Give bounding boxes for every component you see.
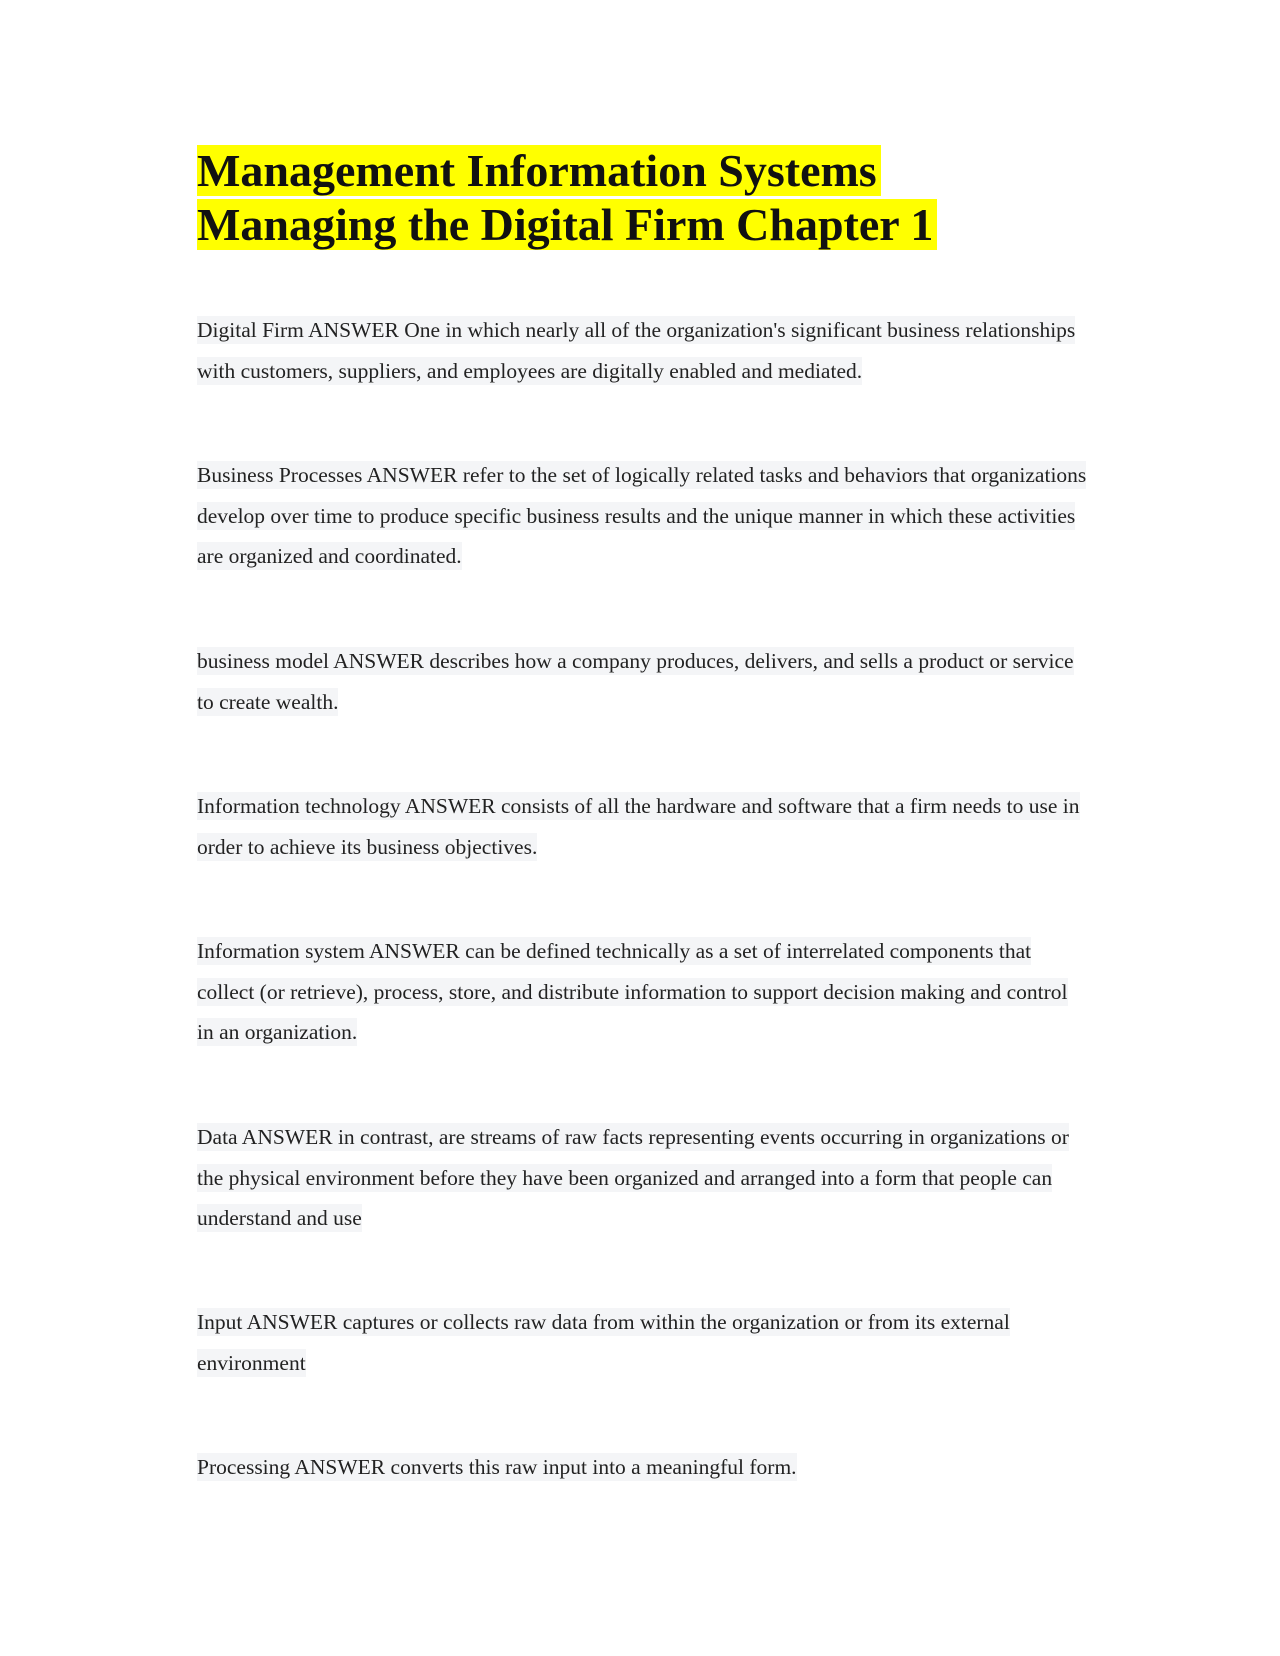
title-highlight (197, 145, 937, 250)
entry-separator: ANSWER (246, 1310, 338, 1334)
entry-separator: ANSWER (333, 649, 424, 673)
entry-separator: ANSWER (294, 1455, 386, 1479)
entry-definition: One in which nearly all of the organization's significant business relationships with customers, suppliers, and employees are digitally enabled and mediated. (197, 318, 1076, 383)
entry-separator: ANSWER (369, 939, 460, 963)
glossary-entry-information-system (197, 931, 1087, 1053)
entry-separator: ANSWER (241, 1125, 333, 1149)
entry-definition: describes how a company produces, delivers, and sells a product or service to create wealth. (197, 649, 1074, 714)
entry-definition: captures or collects raw data from within the organization or from its external environment (197, 1310, 1010, 1375)
glossary-entry-processing (197, 1447, 1087, 1488)
entry-term: Business Processes (197, 463, 363, 487)
entry-definition: refer to the set of logically related tasks and behaviors that organizations develop over time to produce specific business results and the unique manner in which these activities are organized and coordinated. (197, 463, 1087, 568)
glossary-entry-input (197, 1302, 1087, 1383)
entry-definition: in contrast, are streams of raw facts representing events occurring in organizations or the physical environment before they have been organized and arranged into a form that people can understand and use (197, 1125, 1069, 1230)
entry-definition: converts this raw input into a meaningful form. (390, 1455, 797, 1479)
entry-term: Digital Firm (197, 318, 304, 342)
entry-term: Data (197, 1125, 238, 1149)
entry-term: Information technology (197, 794, 401, 818)
entry-term: Information system (197, 939, 365, 963)
entry-definition: can be defined technically as a set of interrelated components that collect (or retrieve), process, store, and distribute information to support decision making and control in an organization. (197, 939, 1068, 1044)
glossary-entry-digital-firm (197, 310, 1087, 391)
glossary-entry-information-technology (197, 786, 1087, 867)
entry-term: business model (197, 649, 329, 673)
glossary-entry-business-processes (197, 455, 1087, 577)
title-line-2: Managing the Digital Firm Chapter 1 (197, 199, 934, 250)
document-title (197, 144, 1097, 252)
entry-definition: consists of all the hardware and software that a firm needs to use in order to achieve its business objectives. (197, 794, 1080, 859)
entry-term: Processing (197, 1455, 291, 1479)
glossary-entry-data (197, 1117, 1087, 1239)
entry-separator: ANSWER (308, 318, 399, 342)
entry-separator: ANSWER (366, 463, 458, 487)
entry-term: Input (197, 1310, 243, 1334)
glossary-entry-business-model (197, 641, 1087, 722)
entry-separator: ANSWER (404, 794, 496, 818)
title-line-1: Management Information Systems (197, 145, 877, 196)
